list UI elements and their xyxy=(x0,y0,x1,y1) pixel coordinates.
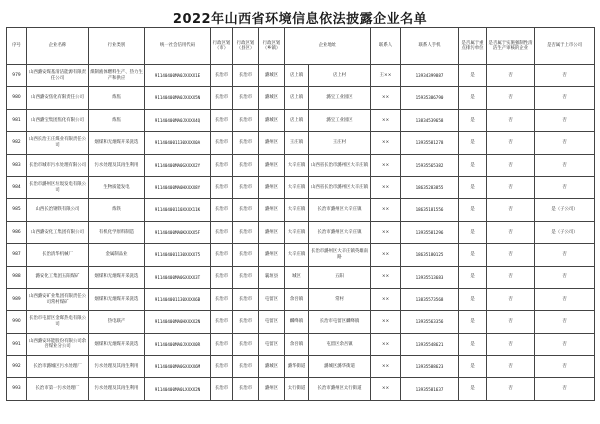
cell-county-city: 长治市 xyxy=(233,154,259,176)
cell-clean-production: 否 xyxy=(487,288,535,310)
cell-town: 太行街道 xyxy=(285,378,309,400)
cell-clean-production: 否 xyxy=(487,244,535,266)
page-title: 2022年山西省环境信息依法披露企业名单 xyxy=(172,12,428,27)
cell-row-index: 980 xyxy=(7,87,27,109)
cell-key-polluter: 是 xyxy=(459,333,487,355)
cell-town: 店上镇 xyxy=(285,65,309,87)
cell-county-city: 长治市 xyxy=(233,132,259,154)
cell-address: 店上村 xyxy=(309,65,371,87)
cell-listed: 否 xyxy=(535,311,595,333)
cell-key-polluter: 是 xyxy=(459,221,487,243)
cell-row-index: 993 xyxy=(7,378,27,400)
cell-contact: ×× xyxy=(371,333,401,355)
cell-row-index: 984 xyxy=(7,176,27,198)
cell-city: 长治市 xyxy=(211,356,233,378)
cell-town: 余吾镇 xyxy=(285,288,309,310)
cell-county-city: 长治市 xyxy=(233,199,259,221)
cell-county: 屯留区 xyxy=(259,333,285,355)
cell-key-polluter: 是 xyxy=(459,378,487,400)
cell-county-city: 长治市 xyxy=(233,311,259,333)
col-header-phone: 联系人手机 xyxy=(401,28,459,65)
cell-company-name: 山西潞安矿业集团有限责任公司常村煤矿 xyxy=(27,288,89,310)
cell-address: 潞宝工业园区 xyxy=(309,87,371,109)
col-header-contact: 联系人 xyxy=(371,28,401,65)
cell-contact: ×× xyxy=(371,176,401,198)
cell-city: 长治市 xyxy=(211,199,233,221)
cell-phone: 13834539658 xyxy=(401,109,459,131)
cell-phone: 18635180125 xyxy=(401,244,459,266)
cell-industry: 炼焦 xyxy=(89,109,145,131)
cell-city: 长治市 xyxy=(211,311,233,333)
cell-county: 潞州区 xyxy=(259,199,285,221)
cell-credit-code: 91140400MA0JXXXX5N xyxy=(145,87,211,109)
col-header-town: 行政区划（乡镇） xyxy=(259,28,285,65)
cell-address: 长治市潞州区大辛庄镇英雄南路 xyxy=(309,244,371,266)
cell-phone: 18635181556 xyxy=(401,199,459,221)
cell-phone: 13835573568 xyxy=(401,288,459,310)
cell-contact: ×× xyxy=(371,288,401,310)
cell-credit-code: 911404001130XXXX0A xyxy=(145,132,211,154)
cell-contact: 王×× xyxy=(371,65,401,87)
cell-phone: 13935581637 xyxy=(401,378,459,400)
cell-county-city: 长治市 xyxy=(233,65,259,87)
cell-city: 长治市 xyxy=(211,109,233,131)
cell-contact: ×× xyxy=(371,87,401,109)
cell-address: 长治市潞州区太行街道 xyxy=(309,378,371,400)
cell-contact: ×× xyxy=(371,132,401,154)
cell-county: 潞州区 xyxy=(259,244,285,266)
cell-address: 山西省长治市潞州区大辛庄镇 xyxy=(309,154,371,176)
table-row xyxy=(7,333,595,355)
cell-county-city: 长治市 xyxy=(233,288,259,310)
cell-company-name: 长治市第一污水处理厂 xyxy=(27,378,89,400)
cell-row-index: 990 xyxy=(7,311,27,333)
cell-industry: 金属制品业 xyxy=(89,244,145,266)
cell-city: 长治市 xyxy=(211,288,233,310)
cell-listed: 否 xyxy=(535,378,595,400)
cell-clean-production: 否 xyxy=(487,199,535,221)
cell-company-name: 长治市城市污水处理有限公司 xyxy=(27,154,89,176)
table-row xyxy=(7,311,595,333)
cell-town: 大辛庄镇 xyxy=(285,199,309,221)
col-header-county: 行政区划（县区） xyxy=(233,28,259,65)
cell-listed: 否 xyxy=(535,333,595,355)
cell-key-polluter: 是 xyxy=(459,176,487,198)
col-header-key-polluter: 是否属于重点排污单位 xyxy=(459,28,487,65)
cell-address: 潞城区潞华街道 xyxy=(309,356,371,378)
cell-county-city: 长治市 xyxy=(233,333,259,355)
cell-clean-production: 否 xyxy=(487,356,535,378)
cell-company-name: 山西潞安环能股份有限公司余吾煤业分公司 xyxy=(27,333,89,355)
cell-address: 五阳 xyxy=(309,266,371,288)
table-row xyxy=(7,109,595,131)
cell-company-name: 长治市屯留区金晖热电有限公司 xyxy=(27,311,89,333)
cell-credit-code: 911404001130XXXX6B xyxy=(145,288,211,310)
cell-clean-production: 否 xyxy=(487,65,535,87)
cell-county-city: 长治市 xyxy=(233,87,259,109)
table-row xyxy=(7,221,595,243)
cell-industry: 污水处理及其再生利用 xyxy=(89,378,145,400)
cell-row-index: 992 xyxy=(7,356,27,378)
table-body xyxy=(7,65,595,401)
cell-county-city: 长治市 xyxy=(233,176,259,198)
table-row xyxy=(7,199,595,221)
cell-town: 城区 xyxy=(285,266,309,288)
table-row xyxy=(7,378,595,400)
cell-industry: 生物质能发电 xyxy=(89,176,145,198)
col-header-credit-code: 统一社会信用代码 xyxy=(145,28,211,65)
cell-row-index: 979 xyxy=(7,65,27,87)
cell-county-city: 长治市 xyxy=(233,266,259,288)
cell-row-index: 985 xyxy=(7,199,27,221)
cell-town: 大辛庄镇 xyxy=(285,221,309,243)
cell-industry: 烟煤和无烟煤开采洗选 xyxy=(89,333,145,355)
cell-contact: ×× xyxy=(371,221,401,243)
cell-county-city: 长治市 xyxy=(233,109,259,131)
cell-address: 常村 xyxy=(309,288,371,310)
cell-industry: 烟煤和无烟煤开采洗选 xyxy=(89,266,145,288)
cell-key-polluter: 是 xyxy=(459,311,487,333)
cell-city: 长治市 xyxy=(211,132,233,154)
cell-company-name: 山西潞安焦化有限责任公司 xyxy=(27,87,89,109)
col-header-city: 行政区划（市） xyxy=(211,28,233,65)
cell-listed: 是（子公司） xyxy=(535,199,595,221)
col-header-name: 企业名称 xyxy=(27,28,89,65)
cell-address: 潞宝工业园区 xyxy=(309,109,371,131)
cell-listed: 否 xyxy=(535,65,595,87)
cell-industry: 煤制液体燃料生产、热力生产和供应 xyxy=(89,65,145,87)
cell-credit-code: 91140400MA0GXXXX2Y xyxy=(145,154,211,176)
cell-clean-production: 否 xyxy=(487,311,535,333)
cell-county: 屯留区 xyxy=(259,288,285,310)
cell-key-polluter: 是 xyxy=(459,154,487,176)
cell-company-name: 长治清华机械厂 xyxy=(27,244,89,266)
cell-city: 长治市 xyxy=(211,266,233,288)
cell-clean-production: 否 xyxy=(487,109,535,131)
cell-key-polluter: 是 xyxy=(459,288,487,310)
cell-credit-code: 91140400MA0HXXXX8Y xyxy=(145,176,211,198)
cell-town: 余吾镇 xyxy=(285,333,309,355)
cell-clean-production: 否 xyxy=(487,266,535,288)
cell-listed: 否 xyxy=(535,109,595,131)
cell-clean-production: 否 xyxy=(487,132,535,154)
cell-county-city: 长治市 xyxy=(233,244,259,266)
cell-listed: 是（子公司） xyxy=(535,221,595,243)
table-row xyxy=(7,356,595,378)
cell-address: 山西省长治市潞州区大辛庄镇 xyxy=(309,176,371,198)
cell-key-polluter: 是 xyxy=(459,109,487,131)
cell-county: 潞州区 xyxy=(259,221,285,243)
cell-row-index: 988 xyxy=(7,266,27,288)
cell-phone: 13935581278 xyxy=(401,132,459,154)
cell-listed: 否 xyxy=(535,244,595,266)
cell-industry: 有机化学原料制造 xyxy=(89,221,145,243)
cell-town: 大辛庄镇 xyxy=(285,154,309,176)
cell-company-name: 山西潞安煤基清洁能源有限责任公司 xyxy=(27,65,89,87)
cell-listed: 否 xyxy=(535,132,595,154)
cell-company-name: 潞安化工集团五阳煤矿 xyxy=(27,266,89,288)
cell-contact: ×× xyxy=(371,109,401,131)
cell-city: 长治市 xyxy=(211,87,233,109)
cell-credit-code: 91140400MA0GXXXX6M xyxy=(145,356,211,378)
cell-industry: 炼焦 xyxy=(89,87,145,109)
cell-town: 王庄镇 xyxy=(285,132,309,154)
cell-town: 潞华街道 xyxy=(285,356,309,378)
cell-town: 大辛庄镇 xyxy=(285,244,309,266)
cell-contact: ×× xyxy=(371,356,401,378)
table-row xyxy=(7,132,595,154)
cell-county: 潞州区 xyxy=(259,154,285,176)
cell-credit-code: 91140400MA0JXXXX0R xyxy=(145,333,211,355)
cell-credit-code: 91140400MA0HXXXX2N xyxy=(145,311,211,333)
cell-address: 王庄村 xyxy=(309,132,371,154)
cell-county-city: 长治市 xyxy=(233,356,259,378)
cell-phone: 15935386790 xyxy=(401,87,459,109)
cell-company-name: 山西潞安化工集团有限公司 xyxy=(27,221,89,243)
cell-address: 长治市潞州区大辛庄镇 xyxy=(309,199,371,221)
table-row xyxy=(7,244,595,266)
cell-contact: ×× xyxy=(371,378,401,400)
cell-key-polluter: 是 xyxy=(459,266,487,288)
cell-county: 潞城区 xyxy=(259,356,285,378)
cell-clean-production: 否 xyxy=(487,87,535,109)
cell-industry: 炼铁 xyxy=(89,199,145,221)
table-row xyxy=(7,288,595,310)
cell-key-polluter: 是 xyxy=(459,356,487,378)
cell-credit-code: 91140400MA0JXXXX1E xyxy=(145,65,211,87)
cell-industry: 污水处理及其再生利用 xyxy=(89,154,145,176)
cell-clean-production: 否 xyxy=(487,378,535,400)
cell-county: 潞州区 xyxy=(259,132,285,154)
cell-credit-code: 91140400MA0JXXXX4Q xyxy=(145,109,211,131)
cell-city: 长治市 xyxy=(211,65,233,87)
cell-county: 襄垣县 xyxy=(259,266,285,288)
cell-industry: 烟煤和无烟煤开采洗选 xyxy=(89,132,145,154)
cell-phone: 13934399887 xyxy=(401,65,459,87)
col-header-address: 企业地址 xyxy=(285,28,371,65)
cell-city: 长治市 xyxy=(211,333,233,355)
cell-row-index: 987 xyxy=(7,244,27,266)
cell-city: 长治市 xyxy=(211,244,233,266)
cell-city: 长治市 xyxy=(211,154,233,176)
cell-county: 潞州区 xyxy=(259,378,285,400)
cell-phone: 13935588623 xyxy=(401,356,459,378)
cell-contact: ×× xyxy=(371,244,401,266)
cell-key-polluter: 是 xyxy=(459,65,487,87)
cell-city: 长治市 xyxy=(211,221,233,243)
table-row xyxy=(7,266,595,288)
table-row xyxy=(7,154,595,176)
cell-clean-production: 否 xyxy=(487,154,535,176)
cell-credit-code: 91140400MA0LXXXX2N xyxy=(145,378,211,400)
col-header-clean-production: 是否属于实施强制性清洁生产审核的企业 xyxy=(487,28,535,65)
cell-key-polluter: 是 xyxy=(459,132,487,154)
cell-phone: 13935513683 xyxy=(401,266,459,288)
cell-clean-production: 否 xyxy=(487,333,535,355)
cell-company-name: 山西长治王庄煤业有限责任公司 xyxy=(27,132,89,154)
col-header-index: 序号 xyxy=(7,28,27,65)
cell-key-polluter: 是 xyxy=(459,244,487,266)
cell-industry: 烟煤和无烟煤开采洗选 xyxy=(89,288,145,310)
cell-row-index: 986 xyxy=(7,221,27,243)
cell-town: 店上镇 xyxy=(285,87,309,109)
cell-listed: 否 xyxy=(535,87,595,109)
cell-county: 潞州区 xyxy=(259,176,285,198)
cell-contact: ×× xyxy=(371,199,401,221)
table-header xyxy=(7,28,595,65)
cell-listed: 否 xyxy=(535,154,595,176)
cell-listed: 否 xyxy=(535,176,595,198)
cell-contact: ×× xyxy=(371,311,401,333)
cell-credit-code: 91140400MA0GXXXX3T xyxy=(145,266,211,288)
cell-county: 潞城区 xyxy=(259,109,285,131)
table-header-row xyxy=(7,28,595,65)
cell-industry: 热电联产 xyxy=(89,311,145,333)
cell-city: 长治市 xyxy=(211,176,233,198)
cell-key-polluter: 是 xyxy=(459,87,487,109)
cell-address: 屯留区余吾镇 xyxy=(309,333,371,355)
table-row xyxy=(7,87,595,109)
cell-clean-production: 否 xyxy=(487,176,535,198)
cell-phone: 13935548621 xyxy=(401,333,459,355)
cell-listed: 否 xyxy=(535,356,595,378)
col-header-listed: 是否属于上市公司 xyxy=(535,28,595,65)
col-header-industry: 行业类别 xyxy=(89,28,145,65)
cell-credit-code: 911404001130XXXX75 xyxy=(145,244,211,266)
cell-contact: ×× xyxy=(371,154,401,176)
cell-listed: 否 xyxy=(535,266,595,288)
cell-key-polluter: 是 xyxy=(459,199,487,221)
cell-address: 长治市潞州区大辛庄镇 xyxy=(309,221,371,243)
cell-clean-production: 否 xyxy=(487,221,535,243)
cell-row-index: 991 xyxy=(7,333,27,355)
cell-listed: 否 xyxy=(535,288,595,310)
table-row xyxy=(7,176,595,198)
cell-county: 屯留区 xyxy=(259,311,285,333)
cell-contact: ×× xyxy=(371,266,401,288)
cell-county-city: 长治市 xyxy=(233,378,259,400)
cell-row-index: 983 xyxy=(7,154,27,176)
table-row xyxy=(7,65,595,87)
cell-company-name: 山西长治钢铁有限公司 xyxy=(27,199,89,221)
cell-address: 长治市屯留区麟绛镇 xyxy=(309,311,371,333)
cell-phone: 13935563356 xyxy=(401,311,459,333)
cell-phone: 13935581296 xyxy=(401,221,459,243)
cell-phone: 15935565382 xyxy=(401,154,459,176)
cell-town: 大辛庄镇 xyxy=(285,176,309,198)
cell-credit-code: 91140400MA0KXXXX5F xyxy=(145,221,211,243)
enterprise-table xyxy=(6,27,595,401)
cell-industry: 污水处理及其再生利用 xyxy=(89,356,145,378)
cell-company-name: 长治市潞州区垃圾发电有限公司 xyxy=(27,176,89,198)
cell-town: 麟绛镇 xyxy=(285,311,309,333)
cell-credit-code: 91140400110XXXX11K xyxy=(145,199,211,221)
cell-phone: 18635283855 xyxy=(401,176,459,198)
cell-county: 潞城区 xyxy=(259,87,285,109)
cell-row-index: 981 xyxy=(7,109,27,131)
cell-county: 潞城区 xyxy=(259,65,285,87)
cell-company-name: 长治市潞城区污水处理厂 xyxy=(27,356,89,378)
cell-company-name: 山西潞宝集团焦化有限公司 xyxy=(27,109,89,131)
cell-city: 长治市 xyxy=(211,378,233,400)
cell-town: 店上镇 xyxy=(285,109,309,131)
cell-county-city: 长治市 xyxy=(233,221,259,243)
cell-row-index: 989 xyxy=(7,288,27,310)
cell-row-index: 982 xyxy=(7,132,27,154)
